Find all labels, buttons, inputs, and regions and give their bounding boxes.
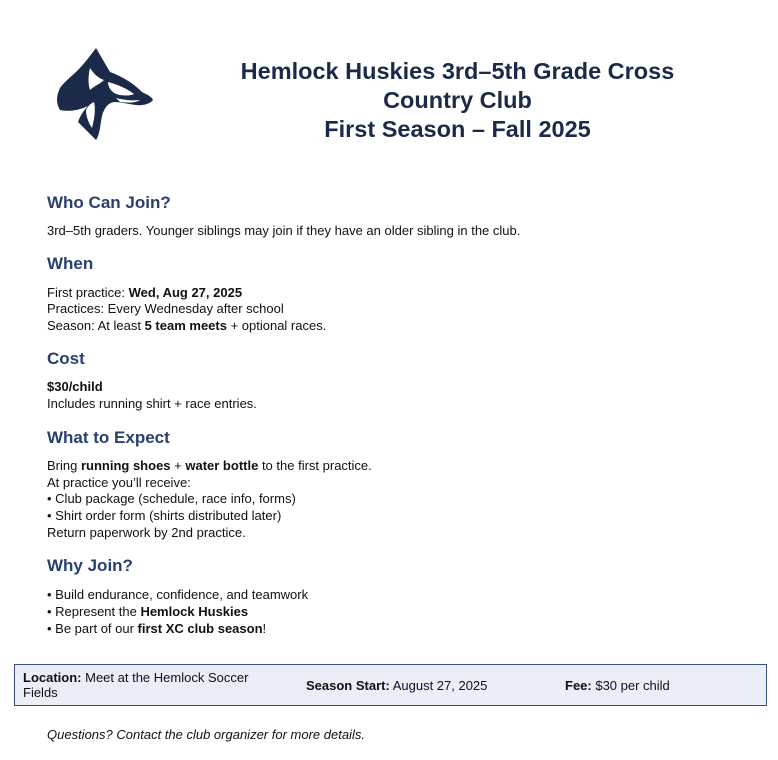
expect-line-1-suffix: to the first practice. bbox=[258, 458, 372, 473]
expect-heading: What to Expect bbox=[47, 428, 170, 447]
title-line-1: Hemlock Huskies 3rd–5th Grade Cross bbox=[240, 58, 675, 84]
expect-line-2: At practice you’ll receive: bbox=[47, 475, 191, 490]
husky-logo bbox=[50, 46, 160, 146]
expect-line-4: • Shirt order form (shirts distributed later) bbox=[47, 508, 282, 523]
who-heading: Who Can Join? bbox=[47, 193, 171, 212]
location-info bbox=[23, 670, 283, 700]
season-start-value: August 27, 2025 bbox=[389, 678, 488, 693]
page-title bbox=[180, 57, 735, 144]
when-line-3 bbox=[47, 318, 326, 334]
fee-label: Fee: bbox=[565, 678, 592, 693]
season-start-info bbox=[306, 678, 487, 693]
why-item-2 bbox=[47, 604, 248, 620]
fee-info bbox=[565, 678, 670, 693]
location-value: Meet at the Hemlock Soccer Fields bbox=[23, 670, 249, 700]
season-start-label: Season Start: bbox=[306, 678, 390, 693]
title-line-3: First Season – Fall 2025 bbox=[324, 116, 591, 142]
fee-value: $30 per child bbox=[591, 678, 670, 693]
when-line-3-prefix: Season: At least bbox=[47, 318, 145, 333]
when-line-3-suffix: + optional races. bbox=[226, 318, 327, 333]
expect-line-5: Return paperwork by 2nd practice. bbox=[47, 525, 246, 540]
expect-line-1-prefix: Bring bbox=[47, 458, 81, 473]
location-label: Location: bbox=[23, 670, 82, 685]
first-xc-season: first XC club season bbox=[137, 621, 263, 636]
running-shoes: running shoes bbox=[80, 458, 171, 473]
water-bottle: water bottle bbox=[185, 458, 259, 473]
title-line-2: Country Club bbox=[383, 87, 532, 113]
why-item-3 bbox=[47, 621, 266, 637]
expect-line-1-mid: + bbox=[170, 458, 186, 473]
why-item-3-suffix: ! bbox=[262, 621, 267, 636]
when-line-2: Practices: Every Wednesday after school bbox=[47, 301, 284, 316]
who-text: 3rd–5th graders. Younger siblings may join if they have an older sibling in the club. bbox=[47, 223, 521, 238]
cost-price bbox=[47, 379, 103, 395]
team-meets-count: 5 team meets bbox=[144, 318, 227, 333]
expect-line-3: • Club package (schedule, race info, forms) bbox=[47, 491, 296, 506]
expect-line-1 bbox=[47, 458, 372, 474]
when-heading: When bbox=[47, 254, 94, 273]
info-bar bbox=[14, 664, 767, 706]
why-item-2-prefix: • Represent the bbox=[47, 604, 141, 619]
first-practice-date: Wed, Aug 27, 2025 bbox=[128, 285, 243, 300]
why-item-1: • Build endurance, confidence, and teamwork bbox=[47, 587, 309, 602]
cost-includes: Includes running shirt + race entries. bbox=[47, 396, 257, 411]
husky-head-icon bbox=[50, 46, 160, 146]
cost-heading: Cost bbox=[47, 349, 85, 368]
when-line-1 bbox=[47, 285, 242, 301]
why-item-3-prefix: • Be part of our bbox=[47, 621, 138, 636]
why-heading: Why Join? bbox=[47, 556, 133, 575]
cost-price-value: $30/child bbox=[47, 379, 103, 394]
when-line-1-prefix: First practice: bbox=[47, 285, 129, 300]
hemlock-huskies: Hemlock Huskies bbox=[140, 604, 249, 619]
footer-note: Questions? Contact the club organizer for more details. bbox=[47, 727, 365, 742]
